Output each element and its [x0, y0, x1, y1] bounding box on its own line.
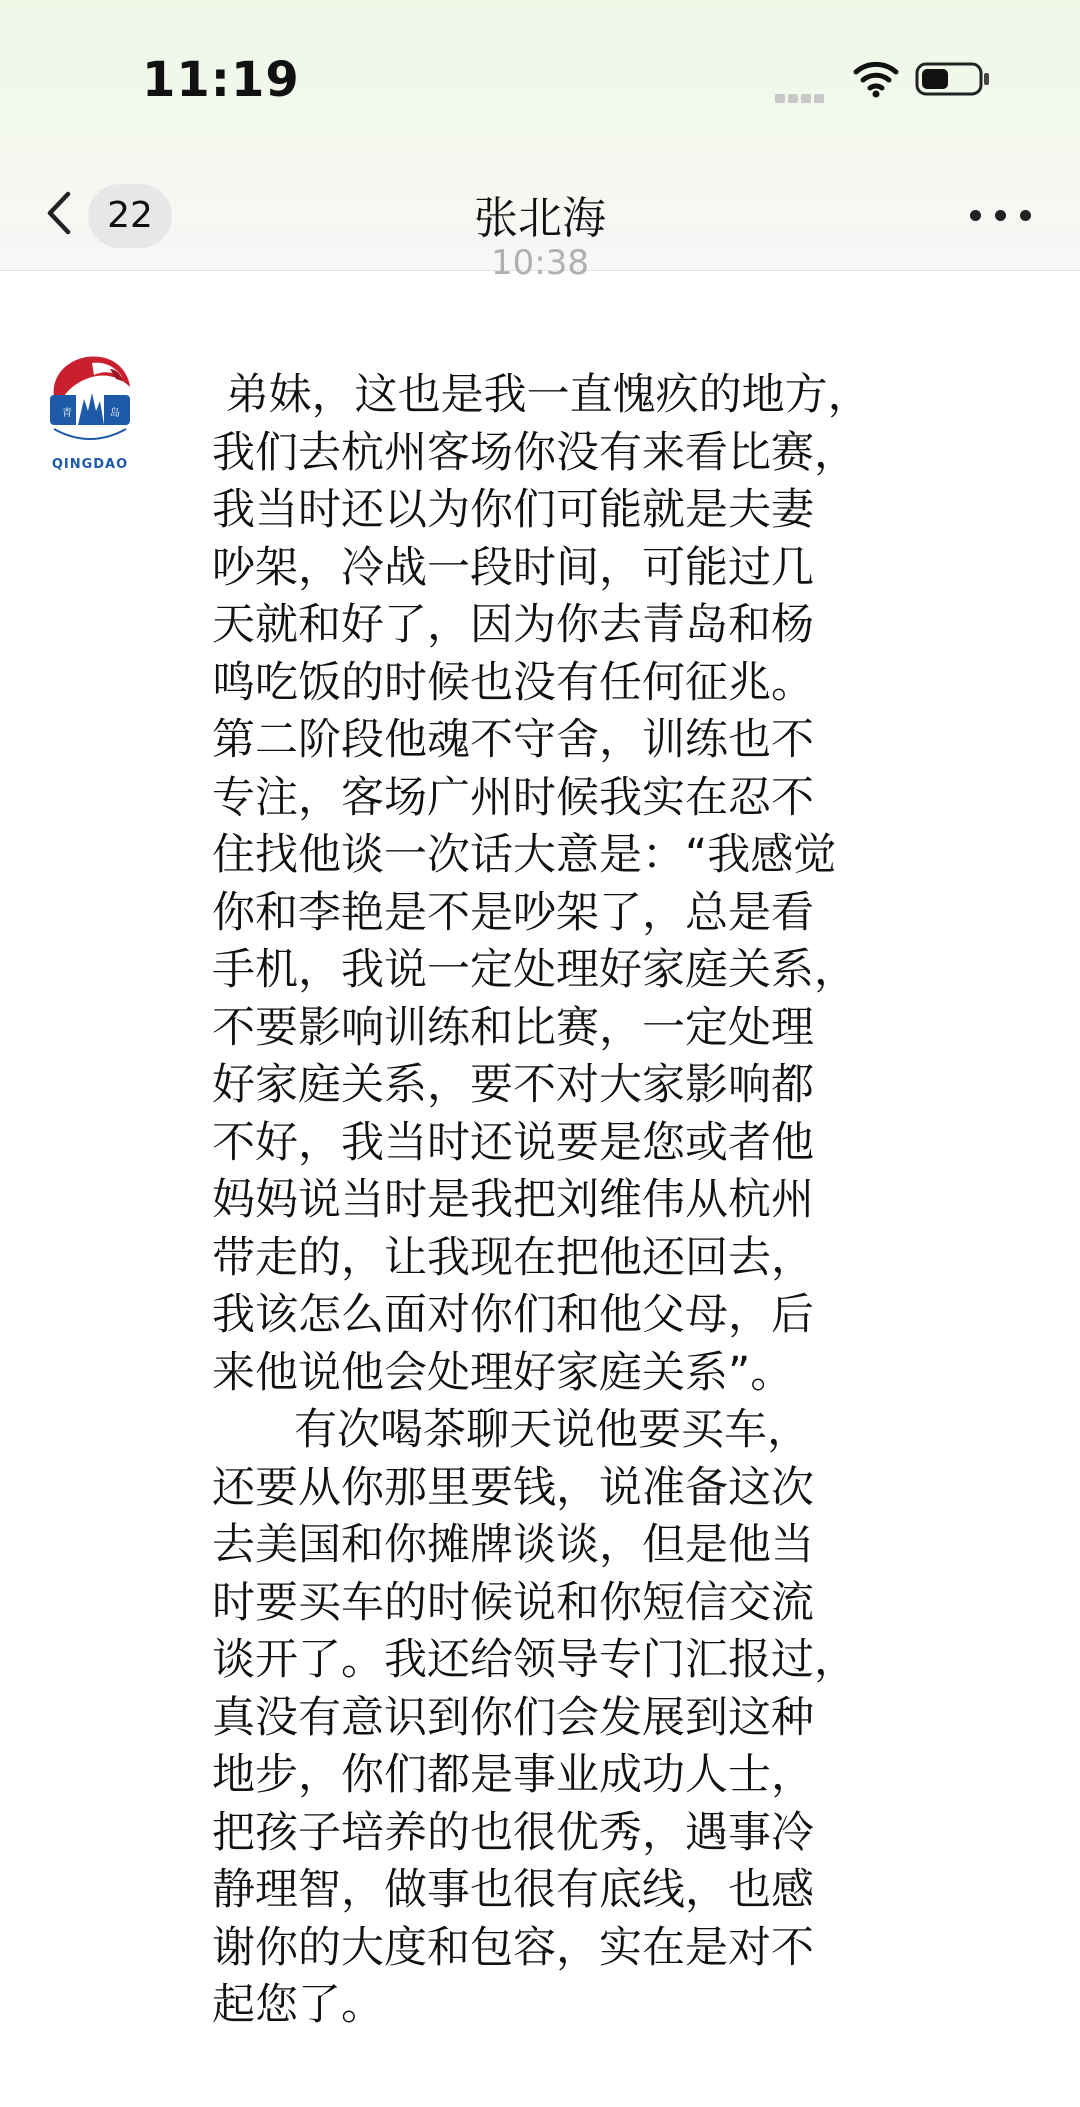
chat-title: 张北海: [474, 193, 606, 244]
message-line: 来他说他会处理好家庭关系”。: [212, 1347, 794, 1398]
message-line: 真没有意识到你们会发展到这种: [212, 1692, 814, 1743]
message-line: 带走的，让我现在把他还回去，: [212, 1232, 814, 1283]
message-line: 你和李艳是不是吵架了，总是看: [212, 887, 814, 938]
chevron-left-icon: [44, 190, 74, 236]
message-line: 妈妈说当时是我把刘维伟从杭州: [212, 1175, 814, 1225]
message-line: 不要影响训练和比赛，一定处理: [212, 1002, 814, 1053]
message-line: 谢你的大度和包容，实在是对不: [212, 1922, 814, 1973]
message-line: 住找他谈一次话大意是：“我感觉: [212, 830, 837, 880]
message-line: 弟妹，这也是我一直愧疚的地方，: [212, 370, 871, 420]
message-line: 好家庭关系，要不对大家影响都: [212, 1060, 814, 1110]
message-line: 天就和好了，因为你去青岛和杨: [212, 600, 814, 650]
chat-area[interactable]: [0, 243, 1080, 2107]
wifi-icon: [852, 58, 900, 98]
signal-icon: [775, 88, 829, 98]
message-line: 去美国和你摊牌谈谈，但是他当: [212, 1520, 814, 1570]
svg-text:青: 青: [62, 408, 72, 419]
avatar-badge-text: QINGDAO: [51, 457, 129, 472]
message-line: 专注，客场广州时候我实在忍不: [212, 772, 814, 823]
message-line: 起您了。: [212, 1980, 384, 2030]
svg-text:岛: 岛: [110, 408, 120, 419]
message-bubble-text[interactable]: [212, 367, 892, 2035]
message-line: 有次喝茶聊天说他要买车，: [212, 1405, 811, 1455]
message-line: 第二阶段他魂不守舍，训练也不: [212, 715, 814, 765]
message-line: 鸣吃饭的时候也没有任何征兆。: [212, 657, 814, 708]
unread-count-badge: 22: [88, 184, 172, 248]
message-line: 手机，我说一定处理好家庭关系，: [212, 945, 857, 995]
more-dots-icon: [970, 210, 981, 221]
message-line: 把孩子培养的也很优秀，遇事冷: [212, 1807, 814, 1858]
status-bar: [0, 0, 1080, 160]
message-line: 我该怎么面对你们和他父母，后: [212, 1290, 814, 1340]
message-line: 时要买车的时候说和你短信交流: [212, 1577, 814, 1628]
message-line: 地步，你们都是事业成功人士，: [212, 1750, 814, 1800]
message-line: 吵架，冷战一段时间，可能过几: [212, 542, 814, 593]
message-line: 静理智，做事也很有底线，也感: [212, 1865, 814, 1915]
sender-avatar[interactable]: [32, 341, 148, 457]
message-line: 我当时还以为你们可能就是夫妻: [212, 485, 814, 535]
message-line: 我们去杭州客场你没有来看比赛，: [212, 427, 857, 478]
more-options-button[interactable]: [966, 190, 1036, 240]
message-line: 不好，我当时还说要是您或者他: [212, 1117, 814, 1168]
message-timestamp: 10:38: [491, 243, 589, 283]
battery-icon: [915, 62, 991, 96]
message-line: 还要从你那里要钱，说准备这次: [212, 1462, 814, 1513]
back-button[interactable]: [36, 178, 176, 248]
message-line: 谈开了。我还给领导专门汇报过，: [212, 1635, 857, 1685]
status-time: 11:19: [142, 52, 300, 108]
